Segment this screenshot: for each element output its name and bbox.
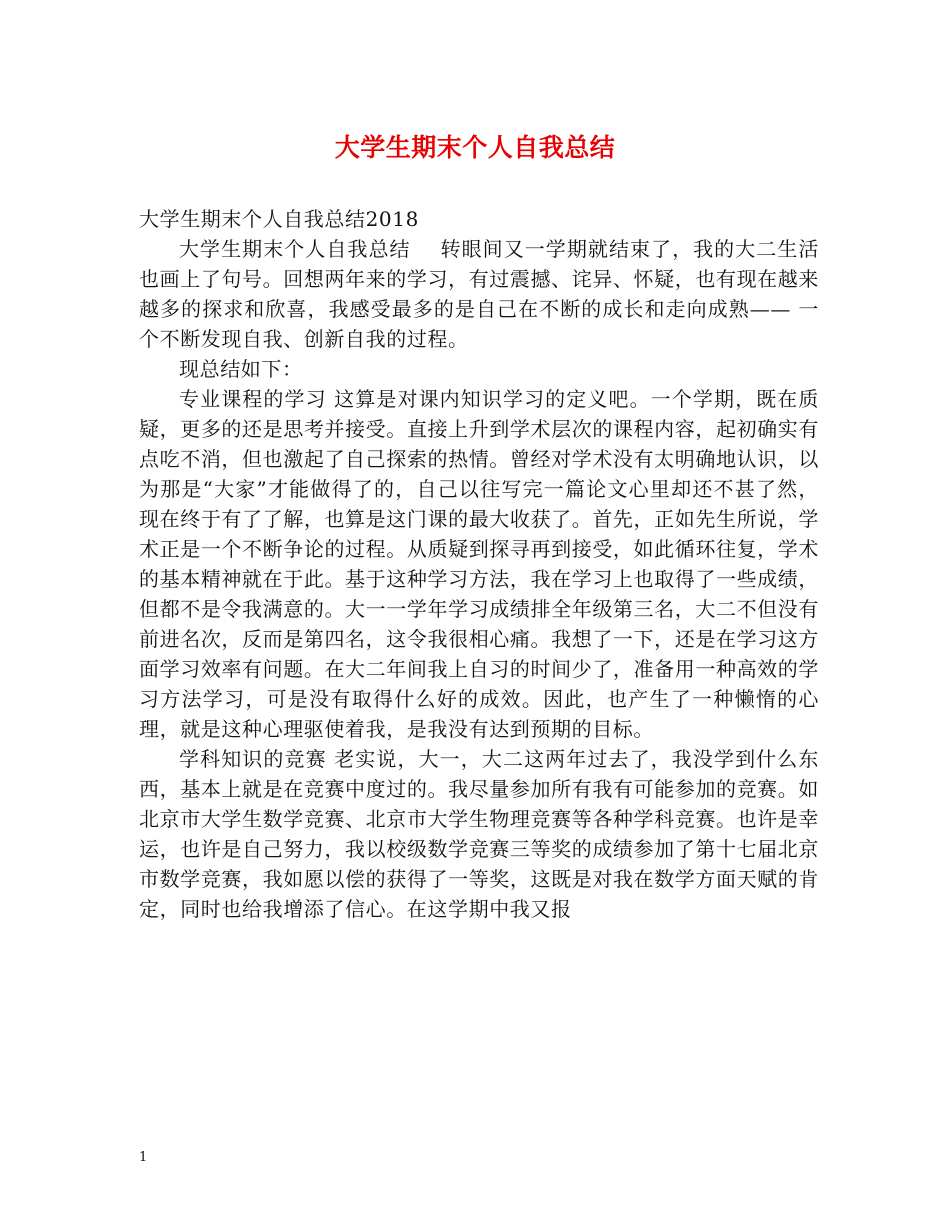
summary-intro-paragraph: 现总结如下： [179, 357, 303, 381]
section-course-study-paragraph: 专业课程的学习 这算是对课内知识学习的定义吧。一个学期，既在质疑，更多的还是思考并接受。直接上升到学术层次的课程内容，起初确实有点吃不消，但也激起了自己探索的热情。曾经对学术没有太明确地认识，以为那是“大家”才能做得了的，自己以往写完一篇论文心里却还不甚了然，现在终于有了了解，也算是这门课的最大收获了。首先，正如先生所说，学术正是一个不断争论的过程。从质疑到探寻再到接受，如此循环往复，学术的基本精神就在于此。基于这种学习方法，我在学习上也取得了一些成绩，但都不是令我满意的。大一一学年学习成绩排全年级第三名，大二不但没有前进名次，反而是第四名，这令我很相心痛。我想了一下，还是在学习这方面学习效率有问题。在大二年间我上自习的时间少了，准备用一种高效的学习方法学习，可是没有取得什么好的成效。因此，也产生了一种懒惰的心理，就是这种心理驱使着我，是我没有达到预期的目标。 [139, 387, 819, 741]
document-subtitle: 大学生期末个人自我总结2018 [139, 207, 419, 231]
document-body [139, 204, 819, 924]
intro-lead: 大学生期末个人自我总结 [179, 237, 411, 261]
document-title: 大学生期末个人自我总结 [334, 133, 616, 162]
intro-body: 转眼间又一学期就结束了，我的大二生活也画上了句号。回想两年来的学习，有过震撼、诧异、怀疑，也有现在越来越多的探求和欣喜，我感受最多的是自己在不断的成长和走向成熟—— 一个不断发现自我、创新自我的过程。 [139, 237, 819, 351]
section-competition-paragraph: 学科知识的竞赛 老实说，大一，大二这两年过去了，我没学到什么东西，基本上就是在竞赛中度过的。我尽量参加所有我有可能参加的竞赛。如北京市大学生数学竞赛、北京市大学生物理竞赛等各种学科竞赛。也许是幸运，也许是自己努力，我以校级数学竞赛三等奖的成绩参加了第十七届北京市数学竞赛，我如愿以偿的获得了一等奖，这既是对我在数学方面天赋的肯定，同时也给我增添了信心。在这学期中我又报 [139, 747, 819, 921]
intro-paragraph [139, 234, 819, 354]
page-number: 1 [139, 1150, 148, 1165]
